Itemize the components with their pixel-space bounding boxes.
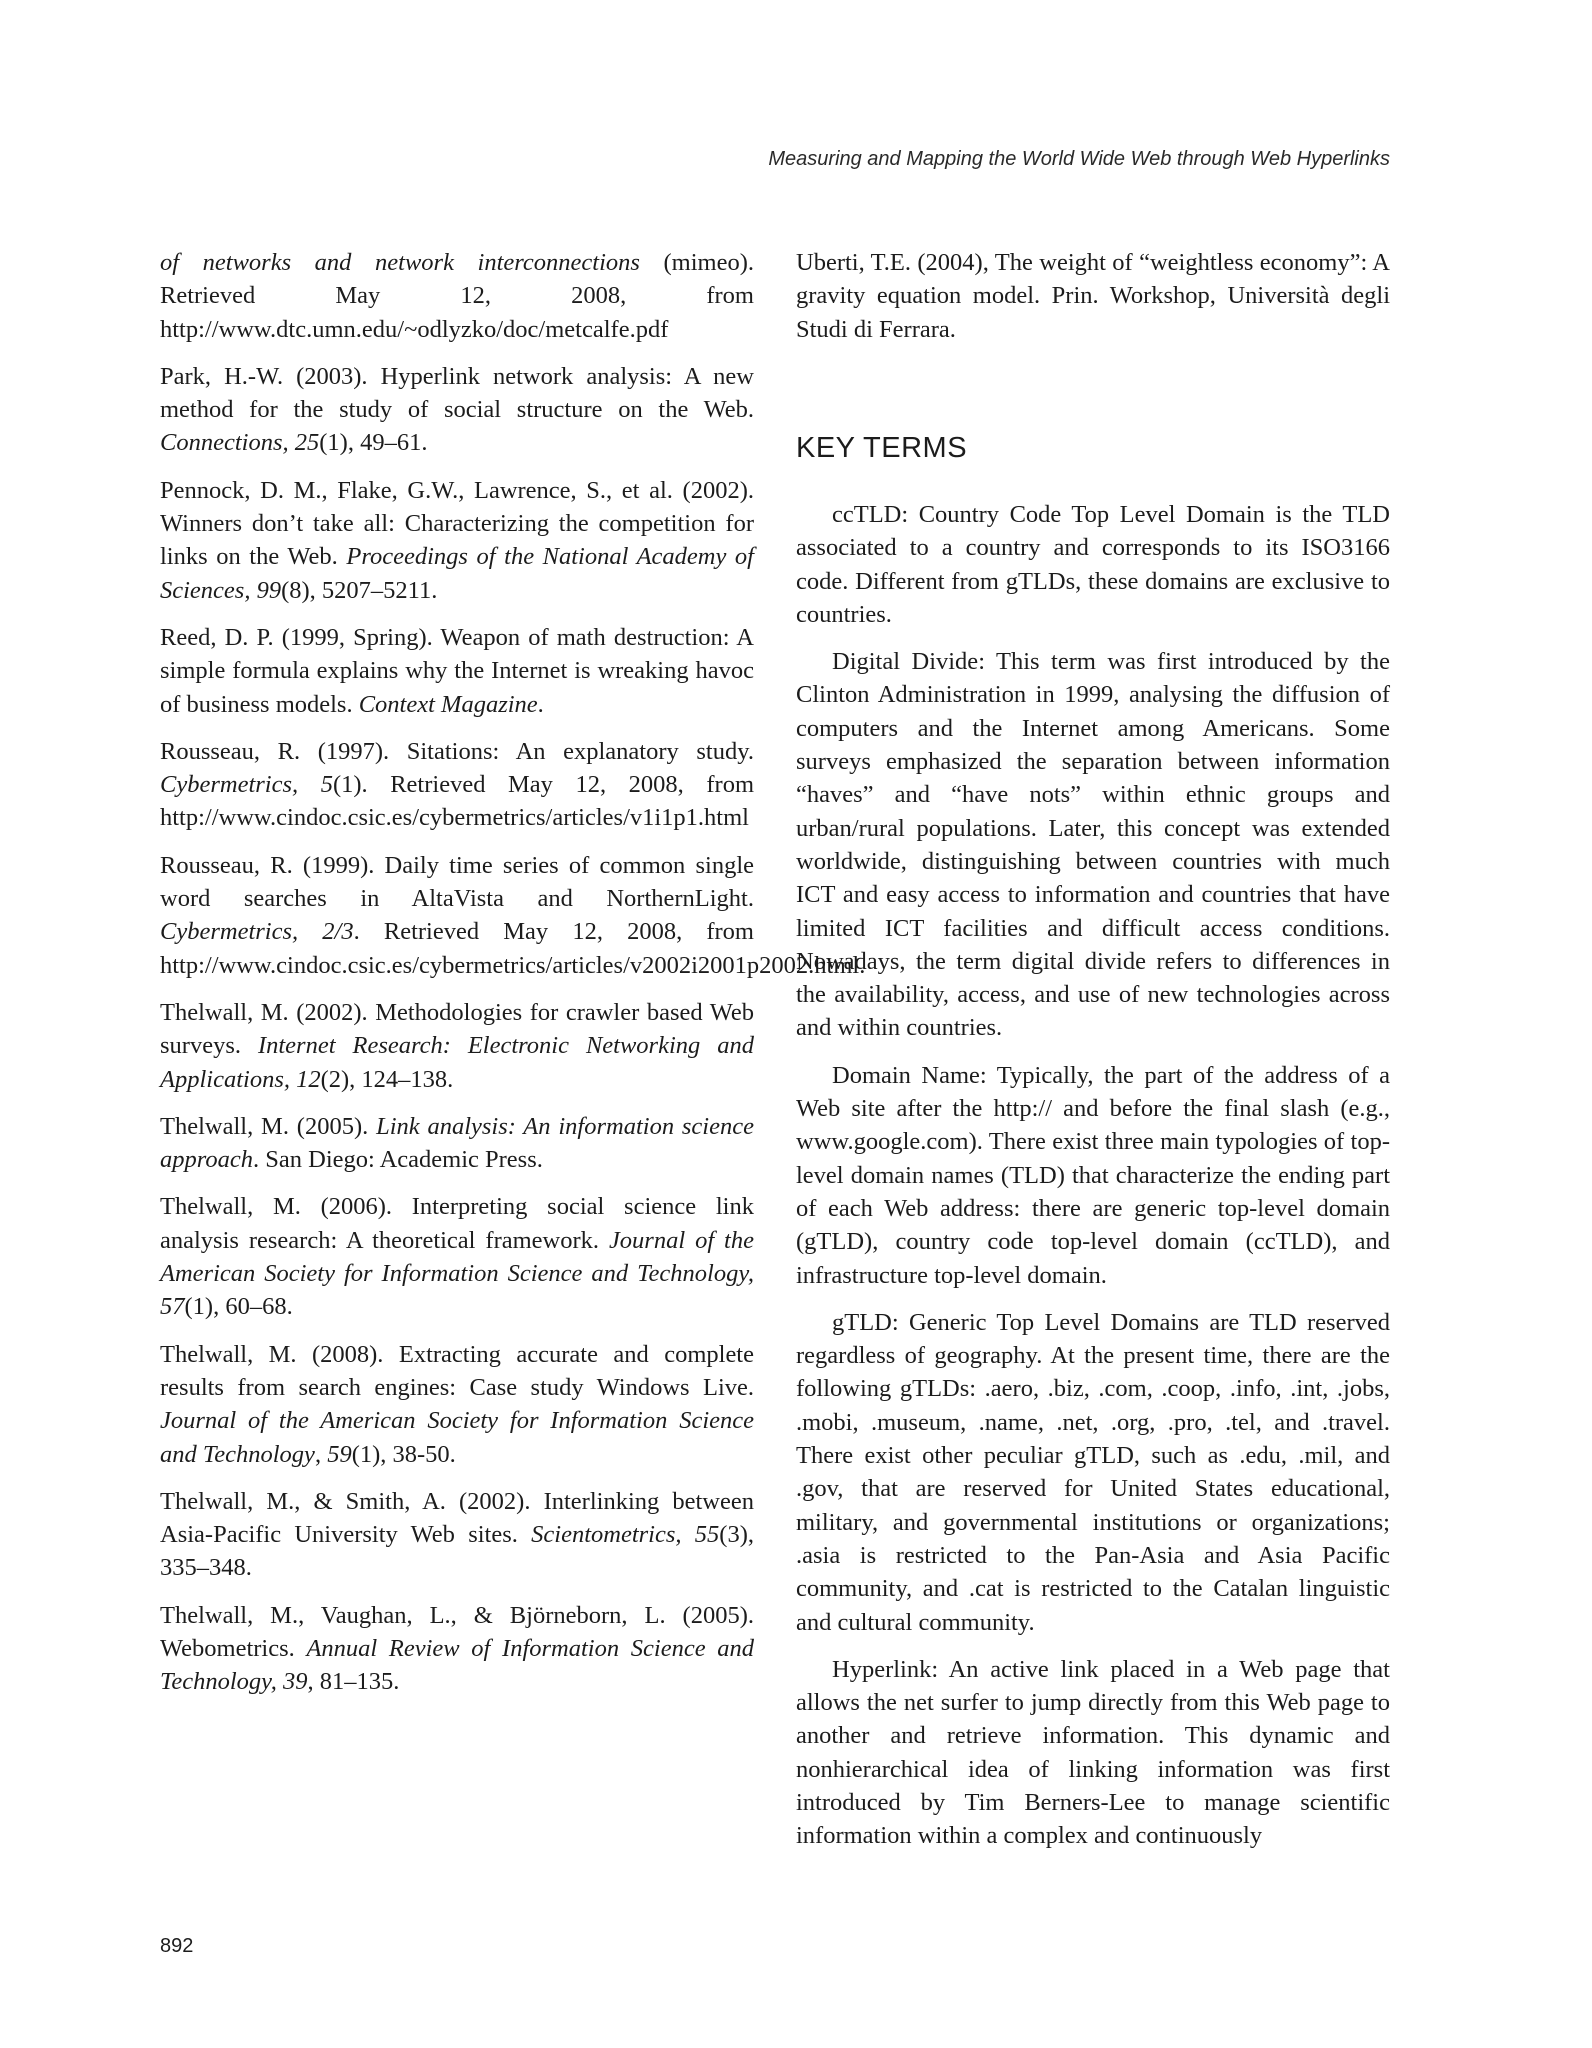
term-name: Domain Name xyxy=(832,1061,980,1089)
reference-entry: Pennock, D. M., Flake, G.W., Lawrence, S., et al. (2002). Winners don’t take all: Characterizing the competition for links on the Web. Proceedings of the National Academy of Sciences, 99(8), 5207–5211. xyxy=(160,476,754,604)
reference-entry: Thelwall, M. (2006). Interpreting social science link analysis research: A theoretical framework. Journal of the American Society for Information Science and Technology, 57(1), 60–68. xyxy=(160,1193,754,1321)
term-definition: : Typically, the part of the address of a Web site after the http:// and before the final slash (e.g., www.google.com). There exist three main typologies of top-level domain names (TLD) that characterize the ending part of each Web address: there are generic top-level domain (gTLD), country code top-level domain (ccTLD), and infrastructure top-level domain. xyxy=(796,1061,1390,1289)
term-definition: : An active link placed in a Web page that allows the net surfer to jump directly from this Web page to another and retrieve information. This dynamic and nonhierarchical idea of linking information was first introduced by Tim Berners-Lee to manage scientific information within a complex and continuously xyxy=(796,1655,1390,1850)
key-terms-list xyxy=(796,498,1390,1867)
key-term-entry xyxy=(796,1653,1390,1853)
key-term-entry xyxy=(796,645,1390,1045)
reference-entry: Thelwall, M. (2002). Methodologies for crawler based Web surveys. Internet Research: Electronic Networking and Applications, 12(2), 124–138. xyxy=(160,998,754,1093)
reference-entry: Thelwall, M. (2005). Link analysis: An information science approach. San Diego: Academic Press. xyxy=(160,1112,754,1174)
key-term-entry xyxy=(796,1306,1390,1639)
term-definition: : This term was first introduced by the Clinton Administration in 1999, analysing the diffusion of computers and the Internet among Americans. Some surveys emphasized the separation between information “haves” and “have nots” within ethnic groups and urban/rural populations. Later, this concept was extended worldwide, distinguishing between countries with much ICT and easy access to information and countries that have limited ICT facilities and difficult access conditions. Nowadays, the term digital divide refers to differences in the availability, access, and use of new technologies across and within countries. xyxy=(796,648,1390,1042)
reference-entry: of networks and network interconnections (mimeo). Retrieved May 12, 2008, from http://www.dtc.umn.edu/~odlyzko/doc/metcalfe.pdf xyxy=(160,249,754,343)
reference-entry: Rousseau, R. (1999). Daily time series of common single word searches in AltaVista and NorthernLight. Cybermetrics, 2/3. Retrieved May 12, 2008, from http://www.cindoc.csic.es/cybermetrics/articles/v2002i2001p2002.html. xyxy=(160,851,866,979)
term-name: ccTLD xyxy=(832,501,902,528)
reference-entry: Thelwall, M. (2008). Extracting accurate and complete results from search engines: Case study Windows Live. Journal of the American Society for Information Science and Technology, 59(1), 38-50. xyxy=(160,1340,754,1468)
reference-entry: Park, H.-W. (2003). Hyperlink network analysis: A new method for the study of social structure on the Web. Connections, 25(1), 49–61. xyxy=(160,362,754,457)
references-right-column xyxy=(796,246,1390,360)
term-name: Digital Divide xyxy=(832,648,979,676)
key-terms-heading: KEY TERMS xyxy=(796,432,968,464)
running-header: Measuring and Mapping the World Wide Web through Web Hyperlinks xyxy=(768,148,1390,170)
key-term-entry xyxy=(796,1059,1390,1292)
page-number: 892 xyxy=(160,1935,194,1957)
term-definition: : Country Code Top Level Domain is the TLD associated to a country and corresponds to its ISO3166 code. Different from gTLDs, these domains are exclusive to countries. xyxy=(796,501,1390,628)
key-term-entry xyxy=(796,498,1390,631)
reference-entry: Thelwall, M., & Smith, A. (2002). Interlinking between Asia-Pacific University Web sites. Scientometrics, 55(3), 335–348. xyxy=(160,1487,754,1582)
reference-entry: Thelwall, M., Vaughan, L., & Björneborn, L. (2005). Webometrics. Annual Review of Information Science and Technology, 39, 81–135. xyxy=(160,1601,754,1696)
reference-entry: Uberti, T.E. (2004), The weight of “weightless economy”: A gravity equation model. Prin. Workshop, Università degli Studi di Ferrara. xyxy=(796,249,1390,343)
reference-entry: Rousseau, R. (1997). Sitations: An explanatory study. Cybermetrics, 5(1). Retrieved May 12, 2008, from http://www.cindoc.csic.es/cybermetrics/articles/v1i1p1.html xyxy=(160,737,755,832)
term-name: gTLD xyxy=(832,1308,892,1336)
term-name: Hyperlink xyxy=(832,1655,932,1683)
reference-entry: Reed, D. P. (1999, Spring). Weapon of math destruction: A simple formula explains why the Internet is wreaking havoc of business models. Context Magazine. xyxy=(160,623,754,718)
term-definition: : Generic Top Level Domains are TLD reserved regardless of geography. At the present time, there are the following gTLDs: .aero, .biz, .com, .coop, .info, .int, .jobs, .mobi, .museum, .name, .net, .org, .pro, .tel, and .travel. There exist other peculiar gTLD, such as .edu, .mil, and .gov, that are reserved for United States educational, military, and governmental institutions or organizations; .asia is restricted to the Pan-Asia and Asia Pacific community, and .cat is restricted to the Catalan linguistic and cultural community. xyxy=(796,1308,1390,1636)
